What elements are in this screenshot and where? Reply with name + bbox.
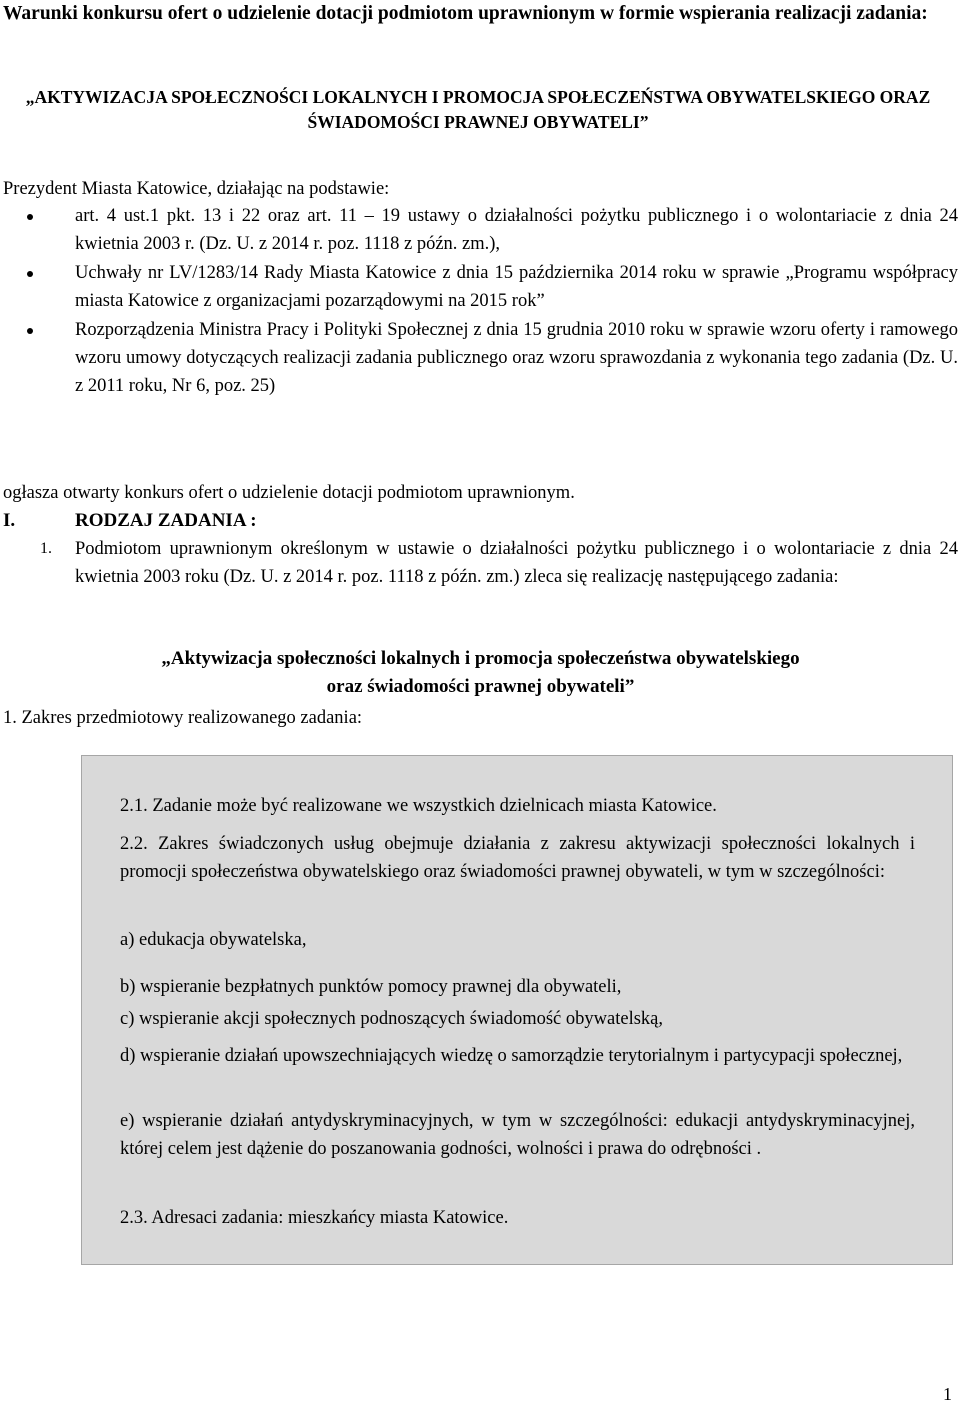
intro-text: Prezydent Miasta Katowice, działając na podstawie: xyxy=(3,179,390,199)
section-number: I. xyxy=(3,510,16,531)
task-title-line-2: oraz świadomości prawnej obywateli” xyxy=(326,676,635,697)
bullet-icon xyxy=(27,271,33,277)
scope-item-b: b) wspieranie bezpłatnych punktów pomocy prawnej dla obywateli, xyxy=(120,977,622,997)
point-1 xyxy=(40,535,958,591)
list-item xyxy=(3,259,958,315)
scope-item-e: e) wspieranie działań antydyskryminacyjnych, w tym w szczególności: edukacji antydyskryminacyjnej, której celem jest dążenie do poszanowania godności, wolności i prawa do odrębności . xyxy=(120,1111,915,1159)
point-number: 1. xyxy=(40,540,52,557)
task-name-caps: „AKTYWIZACJA SPOŁECZNOŚCI LOKALNYCH I PROMOCJA SPOŁECZEŃSTWA OBYWATELSKIEGO ORAZ ŚWIADOMOŚCI PRAWNEJ OBYWATELI” xyxy=(25,87,931,132)
list-item-text: art. 4 ust.1 pkt. 13 i 22 oraz art. 11 – 19 ustawy o działalności pożytku publicznego i o wolontariacie z dnia 24 kwietnia 2003 r. (Dz. U. z 2014 r. poz. 1118 z późn. zm.), xyxy=(75,206,958,254)
announcement-text: ogłasza otwarty konkurs ofert o udzielenie dotacji podmiotom uprawnionym. xyxy=(3,483,575,503)
scope-box xyxy=(81,755,953,1265)
scope-paragraph-2-2: 2.2. Zakres świadczonych usług obejmuje działania z zakresu aktywizacji społeczności lokalnych i promocji społeczeństwa obywatelskiego oraz świadomości prawnej obywateli, w tym w szczególności: xyxy=(120,834,915,882)
document-page xyxy=(3,0,958,1413)
task-title-line-1: „Aktywizacja społeczności lokalnych i promocja społeczeństwa obywatelskiego xyxy=(161,648,800,669)
task-title xyxy=(3,645,958,701)
list-item xyxy=(3,202,958,258)
list-item-text: Rozporządzenia Ministra Pracy i Polityki Społecznej z dnia 15 grudnia 2010 roku w sprawie wzoru oferty i ramowego wzoru umowy dotyczących realizacji zadania publicznego oraz wzoru sprawozdania z wykonania tego zadania (Dz. U. z 2011 roku, Nr 6, poz. 25) xyxy=(75,320,958,396)
page-number: 1 xyxy=(943,1384,952,1404)
list-item xyxy=(3,316,958,400)
section-title: RODZAJ ZADANIA : xyxy=(75,510,257,531)
document-title: Warunki konkursu ofert o udzielenie dotacji podmiotom uprawnionym w formie wspierania realizacji zadania: xyxy=(3,3,928,24)
bullet-icon xyxy=(27,328,33,334)
bullet-icon xyxy=(27,214,33,220)
scope-paragraph-2-1: 2.1. Zadanie może być realizowane we wszystkich dzielnicach miasta Katowice. xyxy=(120,796,717,816)
scope-paragraph-2-3: 2.3. Adresaci zadania: mieszkańcy miasta Katowice. xyxy=(120,1208,509,1228)
scope-item-c: c) wspieranie akcji społecznych podnoszących świadomość obywatelską, xyxy=(120,1009,663,1029)
list-item-text: Uchwały nr LV/1283/14 Rady Miasta Katowice z dnia 15 października 2014 roku w sprawie „Programu współpracy miasta Katowice z organizacjami pozarządowymi na 2015 rok” xyxy=(75,263,958,311)
section-heading xyxy=(3,507,257,535)
legal-basis-list xyxy=(3,202,958,400)
point-text: Podmiotom uprawnionym określonym w ustawie o działalności pożytku publicznego i o wolontariacie z dnia 24 kwietnia 2003 roku (Dz. U. z 2014 r. poz. 1118 z późn. zm.) zleca się realizację następującego zadania: xyxy=(75,539,958,587)
scope-item-d: d) wspieranie działań upowszechniających wiedzę o samorządzie terytorialnym i partycypacji społecznej, xyxy=(120,1046,903,1066)
scope-item-a: a) edukacja obywatelska, xyxy=(120,930,307,950)
scope-heading: 1. Zakres przedmiotowy realizowanego zadania: xyxy=(3,708,363,728)
